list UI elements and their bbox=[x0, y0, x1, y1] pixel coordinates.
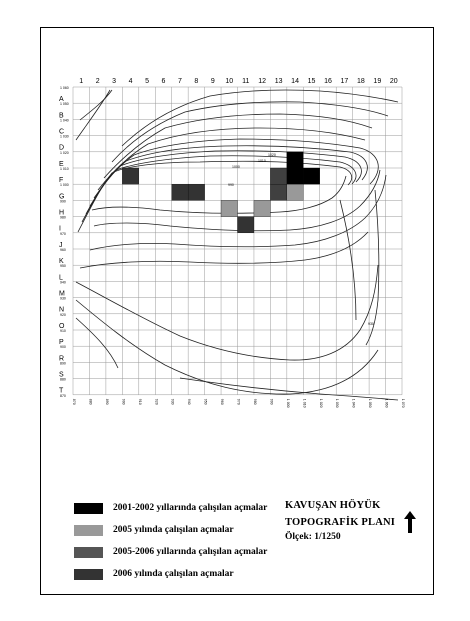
row-label: S bbox=[59, 371, 64, 379]
row-label: R bbox=[59, 355, 65, 363]
col-label: 15 bbox=[307, 78, 316, 85]
contour-line bbox=[76, 265, 378, 360]
row-label: N bbox=[59, 306, 65, 314]
bottom-elevation-label: 1 050 bbox=[368, 398, 373, 408]
legend-label: 2001-2002 yıllarında çalışılan açmalar bbox=[113, 503, 268, 513]
row-label: C bbox=[59, 128, 65, 136]
excavation-trench bbox=[188, 184, 204, 200]
elevation-label: 1 060 bbox=[60, 86, 69, 90]
col-label: 7 bbox=[177, 78, 182, 85]
legend-swatch bbox=[74, 503, 103, 514]
bottom-elevation-label: 970 bbox=[236, 398, 241, 405]
elevation-label: 870 bbox=[60, 393, 66, 398]
grid-axis-labels bbox=[59, 78, 405, 408]
row-label: K bbox=[59, 258, 64, 266]
bottom-elevation-label: 940 bbox=[187, 398, 192, 405]
elevation-label: 910 bbox=[60, 329, 66, 333]
elevation-label: 1 000 bbox=[60, 183, 69, 188]
elevation-label: 1 030 bbox=[60, 134, 69, 139]
col-label: 16 bbox=[324, 78, 332, 85]
excavation-trench bbox=[254, 200, 270, 216]
legend-swatch bbox=[74, 569, 103, 580]
row-label: G bbox=[59, 193, 65, 201]
bottom-elevation-label: 1 030 bbox=[335, 398, 340, 408]
legend-item-2005 bbox=[74, 524, 234, 536]
contour-line bbox=[76, 90, 110, 140]
row-label: P bbox=[59, 339, 64, 347]
elevation-label: 920 bbox=[60, 312, 66, 317]
bottom-elevation-label: 1 010 bbox=[302, 398, 307, 408]
legend-label: 2005 yılında çalışılan açmalar bbox=[113, 525, 234, 535]
col-label: 11 bbox=[242, 78, 250, 85]
plan-title: TOPOGRAFİK PLANI bbox=[285, 517, 396, 528]
elevation-label: 890 bbox=[60, 361, 66, 366]
contour-line bbox=[76, 300, 378, 394]
contour-line bbox=[76, 318, 118, 368]
row-label: F bbox=[59, 177, 64, 185]
bottom-elevation-label: 870 bbox=[72, 398, 76, 405]
contour-label: 1000 bbox=[232, 165, 240, 169]
elevation-label: 1 020 bbox=[60, 150, 69, 155]
bottom-elevation-label: 1 060 bbox=[384, 398, 389, 408]
elevation-label: 900 bbox=[60, 345, 66, 350]
contour-line bbox=[180, 378, 398, 400]
row-label: B bbox=[59, 112, 64, 120]
excavation-trench bbox=[303, 168, 319, 184]
row-label: O bbox=[59, 322, 65, 330]
contour-lines bbox=[76, 90, 398, 400]
elevation-label: 950 bbox=[60, 264, 66, 269]
contour-line bbox=[82, 156, 356, 222]
legend-item-2006 bbox=[74, 568, 234, 580]
bottom-elevation-label: 980 bbox=[252, 398, 257, 405]
contour-label: 1010 bbox=[258, 159, 266, 163]
contour-label: 990 bbox=[228, 183, 234, 187]
excavation-trench bbox=[238, 217, 254, 233]
excavation-trench bbox=[270, 168, 286, 184]
excavation-trench bbox=[287, 168, 303, 184]
elevation-label: 1 040 bbox=[60, 118, 69, 123]
col-label: 12 bbox=[258, 78, 267, 85]
contour-line bbox=[80, 232, 368, 268]
elevation-label: 930 bbox=[60, 296, 66, 301]
col-label: 13 bbox=[274, 78, 283, 85]
contour-label: 930 bbox=[368, 322, 374, 326]
bottom-elevation-label: 950 bbox=[203, 398, 208, 405]
col-label: 20 bbox=[389, 78, 398, 85]
col-label: 6 bbox=[161, 78, 166, 85]
bottom-elevation-label: 1 020 bbox=[318, 398, 323, 408]
excavation-trench bbox=[172, 184, 188, 200]
bottom-elevation-label: 900 bbox=[121, 398, 126, 405]
bottom-elevation-label: 910 bbox=[137, 398, 142, 405]
bottom-elevation-label: 1 040 bbox=[351, 398, 356, 408]
legend-label: 2005-2006 yıllarında çalışılan açmalar bbox=[113, 547, 268, 557]
col-label: 5 bbox=[145, 78, 149, 85]
row-label: T bbox=[59, 387, 64, 395]
row-label: A bbox=[59, 96, 64, 104]
row-label: H bbox=[59, 209, 65, 217]
scale-label: Ölçek: 1/1250 bbox=[285, 532, 341, 542]
elevation-label: 880 bbox=[60, 377, 66, 382]
col-label: 8 bbox=[194, 78, 199, 85]
legend-swatch bbox=[74, 525, 103, 536]
north-arrow-icon bbox=[402, 511, 418, 533]
bottom-elevation-label: 1 070 bbox=[401, 398, 405, 408]
bottom-elevation-label: 990 bbox=[269, 398, 274, 405]
elevation-label: 940 bbox=[60, 280, 66, 285]
contour-line bbox=[90, 175, 386, 250]
bottom-elevation-label: 920 bbox=[154, 398, 159, 405]
col-label: 3 bbox=[112, 78, 117, 85]
elevation-label: 980 bbox=[60, 215, 66, 220]
bottom-elevation-label: 960 bbox=[220, 398, 225, 405]
elevation-label: 1 010 bbox=[60, 167, 69, 171]
grid-lines bbox=[73, 87, 402, 395]
elevation-label: 960 bbox=[60, 248, 66, 252]
row-label: D bbox=[59, 144, 65, 152]
row-label: J bbox=[59, 241, 63, 249]
excavation-trench bbox=[221, 200, 237, 216]
elevation-label: 1 050 bbox=[60, 102, 69, 107]
col-label: 17 bbox=[340, 78, 349, 85]
elevation-label: 990 bbox=[60, 199, 66, 204]
bottom-elevation-label: 880 bbox=[88, 398, 93, 405]
row-label: M bbox=[59, 290, 65, 298]
bottom-elevation-label: 890 bbox=[104, 398, 109, 405]
bottom-elevation-label: 930 bbox=[170, 398, 175, 405]
row-label: I bbox=[59, 225, 61, 233]
excavation-trench bbox=[287, 184, 303, 200]
bottom-elevation-label: 1 000 bbox=[285, 398, 290, 408]
excavation-trench bbox=[270, 184, 286, 200]
legend-item-2005-2006 bbox=[74, 546, 267, 558]
legend-swatch bbox=[74, 547, 103, 558]
col-label: 2 bbox=[95, 78, 100, 85]
excavation-trench bbox=[287, 152, 303, 168]
col-label: 9 bbox=[210, 78, 215, 85]
excavation-trench bbox=[122, 168, 138, 184]
row-label: L bbox=[59, 274, 63, 282]
col-label: 1 bbox=[79, 78, 84, 85]
site-title: KAVUŞAN HÖYÜK bbox=[285, 500, 381, 511]
legend-item-2001-2002 bbox=[74, 502, 267, 514]
col-label: 4 bbox=[128, 78, 133, 85]
row-label: E bbox=[59, 160, 64, 168]
contour-label: 1020 bbox=[268, 153, 276, 157]
col-label: 19 bbox=[373, 78, 382, 85]
elevation-label: 970 bbox=[60, 231, 66, 236]
col-label: 10 bbox=[225, 78, 234, 85]
col-label: 14 bbox=[291, 78, 299, 85]
legend-label: 2006 yılında çalışılan açmalar bbox=[113, 569, 234, 579]
col-label: 18 bbox=[356, 78, 365, 85]
